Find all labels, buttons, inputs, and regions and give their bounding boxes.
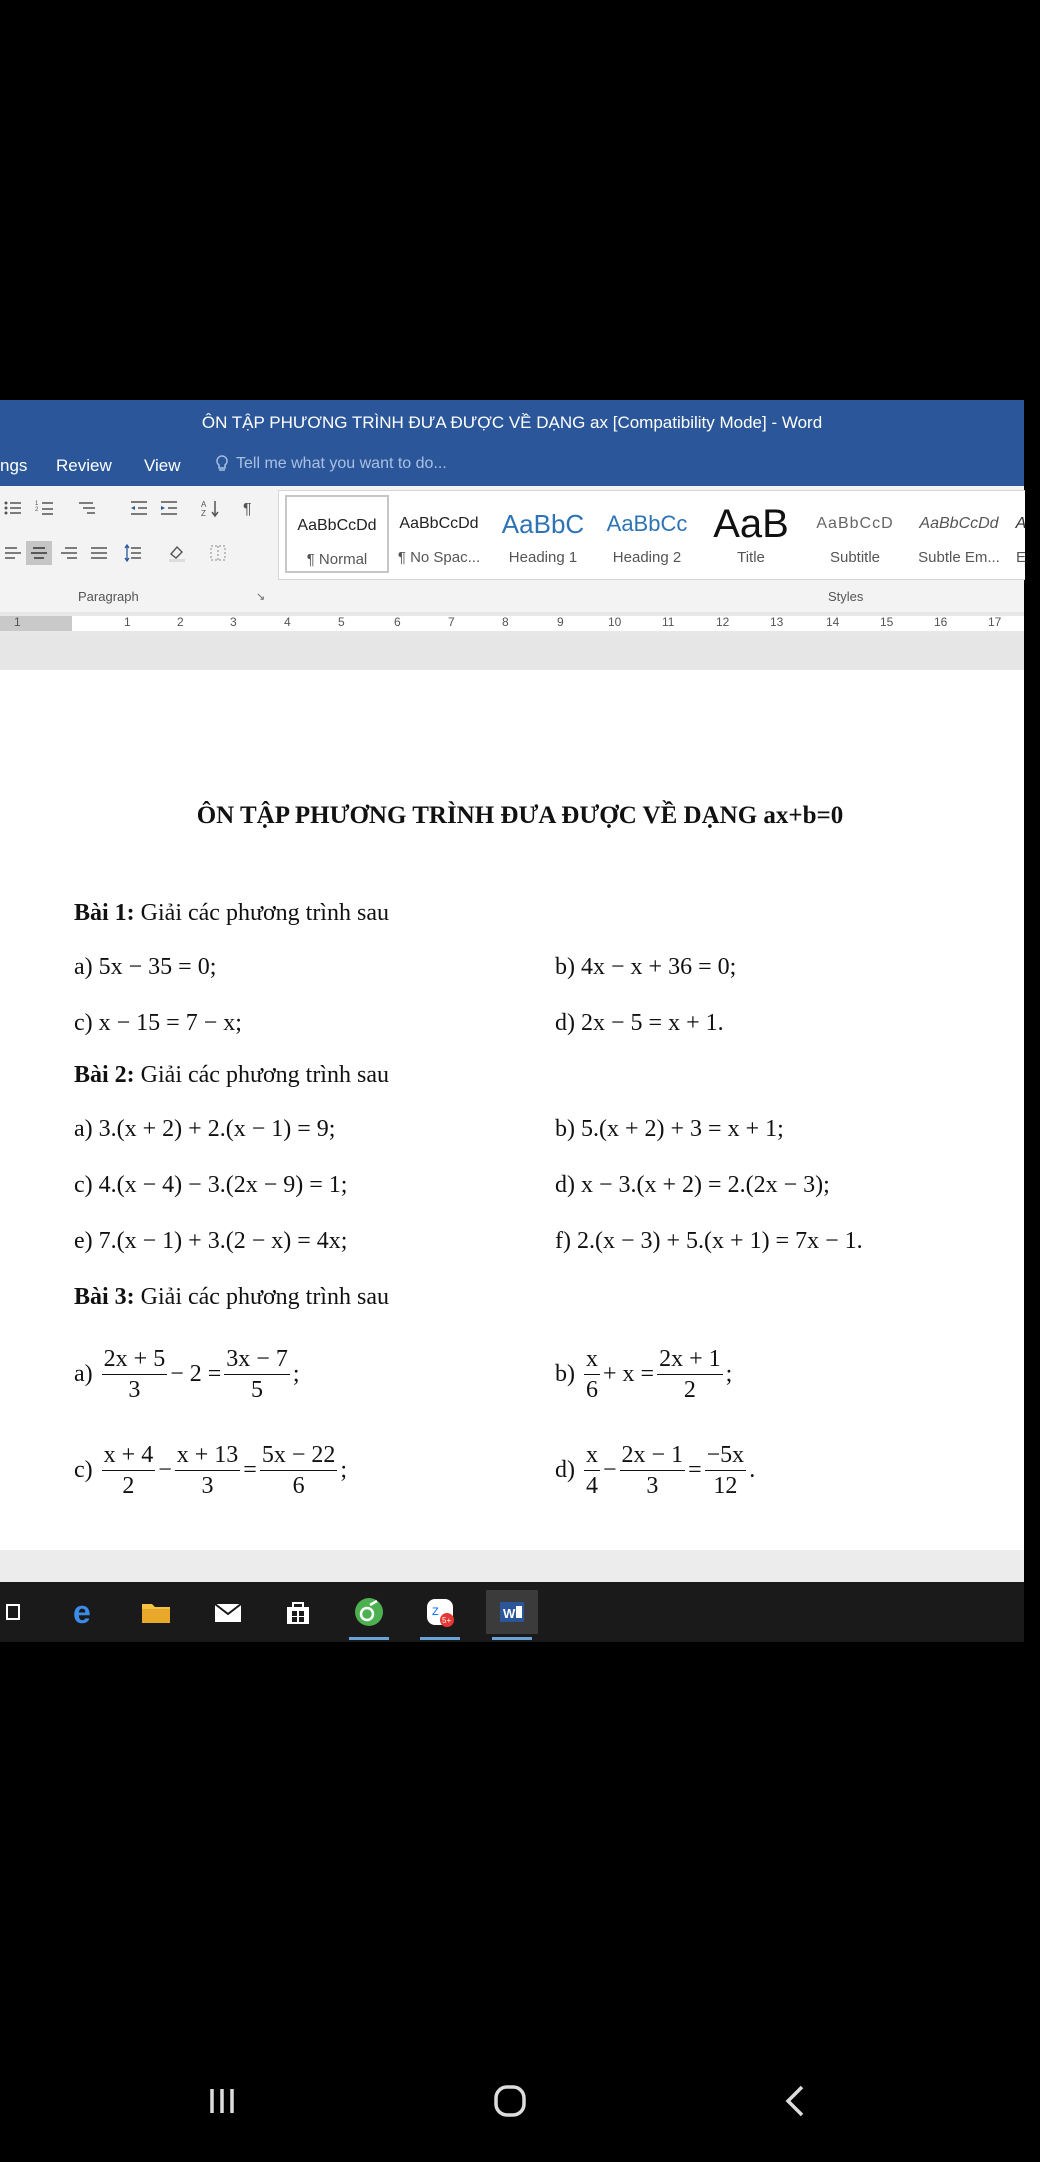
operator: − xyxy=(158,1457,172,1483)
numerator: x xyxy=(584,1344,600,1375)
equation-label: c) xyxy=(74,1457,93,1483)
exercise-label: Bài 2: xyxy=(74,1062,135,1088)
borders-icon[interactable] xyxy=(206,541,232,565)
ruler-label: 1 xyxy=(124,615,131,629)
exercise-1c: c) x − 15 = 7 − x; xyxy=(74,1010,242,1036)
fraction xyxy=(175,1440,241,1501)
exercise-2a: a) 3.(x + 2) + 2.(x − 1) = 9; xyxy=(74,1116,336,1142)
denominator: 3 xyxy=(128,1377,141,1403)
shading-icon[interactable] xyxy=(164,541,190,565)
decrease-indent-icon[interactable] xyxy=(126,496,152,520)
style-sample: AaBbCcD xyxy=(816,515,894,532)
fraction xyxy=(584,1440,600,1501)
home-icon[interactable] xyxy=(470,2076,550,2126)
svg-text:2: 2 xyxy=(35,507,39,513)
ruler-label: 5 xyxy=(338,615,345,629)
page-bottom-gap xyxy=(0,1550,1024,1582)
store-icon[interactable] xyxy=(272,1590,324,1634)
multilevel-list-icon[interactable] xyxy=(74,496,100,520)
style-name: ¶ Normal xyxy=(306,551,368,568)
task-view-icon[interactable] xyxy=(0,1590,36,1634)
ruler-label: 14 xyxy=(826,615,840,629)
operator: = xyxy=(243,1457,257,1483)
svg-text:1: 1 xyxy=(35,501,39,507)
style-name: Title xyxy=(737,549,765,566)
ruler-label: 13 xyxy=(770,615,784,629)
menu-item-settings[interactable]: ngs xyxy=(0,456,28,475)
ruler[interactable] xyxy=(0,612,1024,634)
denominator: 2 xyxy=(683,1377,696,1403)
exercise-3d xyxy=(555,1440,755,1501)
svg-text:A: A xyxy=(201,500,207,509)
denominator: 4 xyxy=(586,1473,598,1499)
operator: − xyxy=(603,1457,617,1483)
punctuation: ; xyxy=(725,1361,733,1387)
style-name: E xyxy=(1015,549,1026,566)
back-icon[interactable] xyxy=(756,2076,836,2126)
denominator: 12 xyxy=(713,1473,738,1499)
style-sample: A xyxy=(1015,515,1027,532)
ruler-label: 1 xyxy=(14,615,21,629)
windows-taskbar xyxy=(0,1582,1024,1642)
exercise-2b: b) 5.(x + 2) + 3 = x + 1; xyxy=(555,1116,784,1142)
ruler-margin xyxy=(0,616,72,631)
fraction xyxy=(657,1344,723,1405)
line-spacing-icon[interactable] xyxy=(120,541,146,565)
punctuation: . xyxy=(749,1457,756,1483)
exercise-text: Giải các phương trình sau xyxy=(134,1284,389,1310)
style-sample: AaBbC xyxy=(501,508,585,539)
exercise-label: Bài 1: xyxy=(74,900,135,926)
ruler-label: 9 xyxy=(557,615,564,629)
styles-gallery xyxy=(278,490,1025,580)
operator: − 2 = xyxy=(170,1361,222,1387)
fraction xyxy=(584,1344,600,1405)
svg-text:W: W xyxy=(503,1606,516,1621)
exercise-label: Bài 3: xyxy=(74,1284,135,1310)
align-center-icon[interactable] xyxy=(26,541,52,565)
ruler-label: 3 xyxy=(230,615,237,629)
ruler-label: 10 xyxy=(608,615,622,629)
style-emphasis[interactable] xyxy=(1011,495,1031,573)
svg-text:Z: Z xyxy=(432,1606,439,1618)
mail-icon[interactable] xyxy=(202,1590,254,1634)
denominator: 5 xyxy=(251,1377,264,1403)
zalo-icon[interactable] xyxy=(414,1590,466,1634)
style-name: Subtle Em... xyxy=(918,549,1000,566)
numerator: 2x − 1 xyxy=(620,1440,686,1471)
style-sample: AaBbCcDd xyxy=(399,515,479,532)
equation-label: d) xyxy=(555,1457,575,1483)
style-sample: AaBbCcDd xyxy=(297,517,377,534)
svg-text:¶: ¶ xyxy=(243,501,252,518)
numerator: 5x − 22 xyxy=(260,1440,338,1471)
show-formatting-icon[interactable] xyxy=(236,496,262,520)
exercise-3a xyxy=(74,1344,300,1405)
ruler-label: 12 xyxy=(716,615,730,629)
styles-group-label: Styles xyxy=(828,589,864,604)
svg-text:5+: 5+ xyxy=(442,1616,452,1625)
ruler-label: 7 xyxy=(448,615,455,629)
file-explorer-icon[interactable] xyxy=(130,1590,182,1634)
operator: = xyxy=(688,1457,702,1483)
menu-item-view[interactable]: View xyxy=(144,456,181,475)
fraction xyxy=(705,1440,747,1501)
dialog-launcher-icon[interactable]: ↘ xyxy=(256,591,266,603)
exercise-3-heading xyxy=(74,1284,389,1311)
svg-text:e: e xyxy=(73,1594,91,1630)
recent-apps-icon[interactable] xyxy=(182,2076,262,2126)
equation-label: b) xyxy=(555,1361,575,1387)
exercise-1a: a) 5x − 35 = 0; xyxy=(74,954,217,980)
bullets-icon[interactable] xyxy=(0,496,26,520)
fraction xyxy=(620,1440,686,1501)
exercise-2e: e) 7.(x − 1) + 3.(2 − x) = 4x; xyxy=(74,1228,348,1254)
numbering-icon[interactable] xyxy=(32,496,58,520)
tell-me-search[interactable] xyxy=(214,455,447,473)
exercise-text: Giải các phương trình sau xyxy=(134,1062,389,1088)
window-title: ÔN TẬP PHƯƠNG TRÌNH ĐƯA ĐƯỢC VỀ DẠNG ax [Compatibility Mode] - Word xyxy=(201,413,823,432)
align-left-icon[interactable] xyxy=(0,541,26,565)
style-sample: AaBbCc xyxy=(606,511,688,536)
numerator: 3x − 7 xyxy=(224,1344,290,1375)
tell-me-text: Tell me what you want to do... xyxy=(236,455,447,472)
punctuation: ; xyxy=(292,1361,300,1387)
ruler-label: 4 xyxy=(284,615,291,629)
numerator: x xyxy=(584,1440,600,1471)
operator: + x = xyxy=(603,1361,655,1387)
style-name: Subtitle xyxy=(829,549,881,566)
ruler-label: 2 xyxy=(177,615,184,629)
numerator: 2x + 5 xyxy=(102,1344,168,1375)
style-heading-2[interactable] xyxy=(595,495,699,573)
numerator: −5x xyxy=(705,1440,747,1471)
numerator: x + 4 xyxy=(102,1440,156,1471)
ruler-label: 16 xyxy=(934,615,948,629)
exercise-2d: d) x − 3.(x + 2) = 2.(2x − 3); xyxy=(555,1172,830,1198)
exercise-2-heading xyxy=(74,1062,389,1089)
style-name: ¶ No Spac... xyxy=(397,549,481,566)
style-name: Heading 1 xyxy=(508,549,578,566)
document-page[interactable] xyxy=(0,670,1024,1550)
denominator: 3 xyxy=(646,1473,659,1499)
exercise-2c: c) 4.(x − 4) − 3.(2x − 9) = 1; xyxy=(74,1172,348,1198)
style-no-spacing[interactable] xyxy=(387,495,491,573)
punctuation: ; xyxy=(340,1457,348,1483)
style-name: Heading 2 xyxy=(612,549,682,566)
svg-text:Z: Z xyxy=(201,509,206,518)
numerator: 2x + 1 xyxy=(657,1344,723,1375)
fraction xyxy=(224,1344,290,1405)
paragraph-group-label: Paragraph xyxy=(78,589,139,604)
lightbulb-icon xyxy=(214,455,230,473)
increase-indent-icon[interactable] xyxy=(156,496,182,520)
exercise-2f: f) 2.(x − 3) + 5.(x + 1) = 7x − 1. xyxy=(555,1228,863,1254)
sort-icon[interactable] xyxy=(198,496,224,520)
ruler-label: 11 xyxy=(662,615,675,629)
ruler-label: 15 xyxy=(880,615,894,629)
edge-icon[interactable] xyxy=(60,1590,112,1634)
denominator: 6 xyxy=(292,1473,305,1499)
style-title[interactable] xyxy=(699,495,803,573)
fraction xyxy=(260,1440,338,1501)
denominator: 2 xyxy=(122,1473,135,1499)
ruler-label: 17 xyxy=(988,615,1002,629)
green-app-icon[interactable] xyxy=(343,1590,395,1634)
equation-label: a) xyxy=(74,1361,93,1387)
paragraph-group xyxy=(0,486,272,612)
numerator: x + 13 xyxy=(175,1440,241,1471)
justify-icon[interactable] xyxy=(86,541,112,565)
exercise-3b xyxy=(555,1344,732,1405)
ruler-label: 6 xyxy=(394,615,401,629)
style-normal[interactable] xyxy=(285,495,389,573)
menu-bar xyxy=(0,446,1024,486)
denominator: 3 xyxy=(201,1473,214,1499)
menu-item-review[interactable]: Review xyxy=(56,456,112,475)
title-bar xyxy=(0,400,1024,446)
fraction xyxy=(102,1440,156,1501)
android-nav-bar xyxy=(0,2040,1024,2162)
fraction xyxy=(102,1344,168,1405)
style-sample: AaB xyxy=(713,501,789,546)
ribbon xyxy=(0,486,1027,613)
exercise-1b: b) 4x − x + 36 = 0; xyxy=(555,954,737,980)
align-right-icon[interactable] xyxy=(56,541,82,565)
word-window xyxy=(0,400,1027,1642)
exercise-1-heading xyxy=(74,900,389,927)
style-sample: AaBbCcDd xyxy=(919,515,999,532)
style-subtle-emphasis[interactable] xyxy=(907,495,1011,573)
style-heading-1[interactable] xyxy=(491,495,595,573)
exercise-text: Giải các phương trình sau xyxy=(134,900,389,926)
exercise-3c xyxy=(74,1440,347,1501)
style-subtitle[interactable] xyxy=(803,495,907,573)
page-gap xyxy=(0,634,1024,670)
exercise-1d: d) 2x − 5 = x + 1. xyxy=(555,1010,724,1036)
ruler-label: 8 xyxy=(502,615,509,629)
document-title: ÔN TẬP PHƯƠNG TRÌNH ĐƯA ĐƯỢC VỀ DẠNG ax+b=0 xyxy=(196,802,844,829)
denominator: 6 xyxy=(586,1377,598,1403)
word-icon[interactable] xyxy=(486,1590,538,1634)
